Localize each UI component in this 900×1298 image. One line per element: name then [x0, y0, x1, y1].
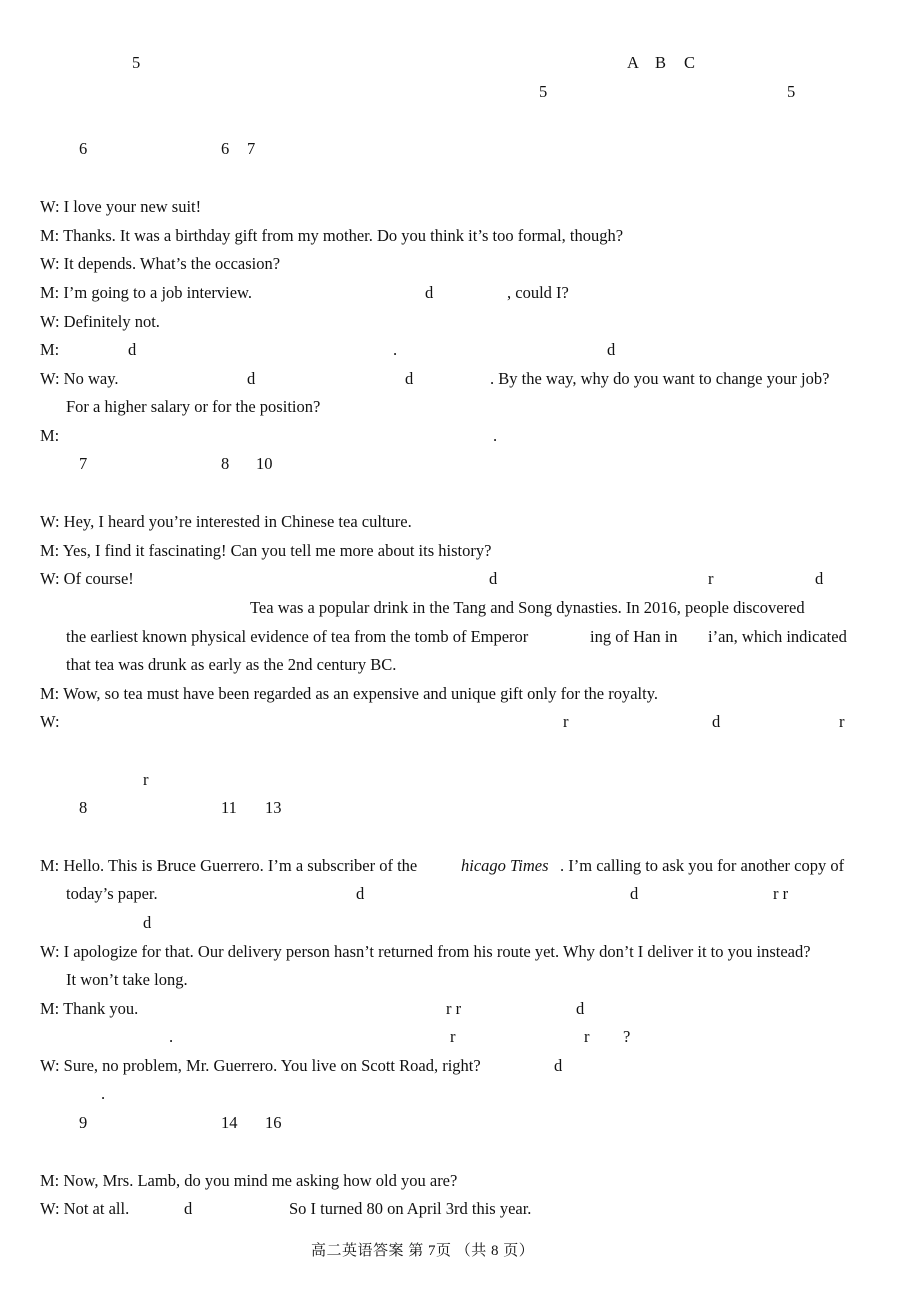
text-fragment: d [554, 1056, 563, 1075]
question-number: 8 [221, 454, 230, 473]
text-fragment: . By the way, why do you want to change your job? [490, 369, 830, 388]
option-a: A [627, 53, 639, 72]
text-fragment: r [450, 1027, 456, 1046]
text-fragment: r [708, 569, 714, 588]
dialogue-line: M: [40, 340, 60, 359]
dialogue-line: W: Hey, I heard you’re interested in Chinese tea culture. [40, 512, 412, 531]
dialogue-line: M: Thanks. It was a birthday gift from my mother. Do you think it’s too formal, though? [40, 226, 624, 245]
question-number: 10 [256, 454, 273, 473]
text-fragment: ing of Han in [590, 627, 678, 646]
dialogue-line: W: Sure, no problem, Mr. Guerrero. You live on Scott Road, right? [40, 1056, 481, 1075]
dialogue-line: It won’t take long. [66, 970, 188, 989]
dialogue-line: W: I love your new suit! [40, 197, 202, 216]
text-fragment: d [815, 569, 824, 588]
text-fragment: d [607, 340, 616, 359]
fragment-5: 5 [539, 82, 548, 101]
dialogue-line: today’s paper. [66, 884, 158, 903]
dialogue-line: W: Of course! [40, 569, 134, 588]
dialogue-line: W: Not at all. [40, 1199, 130, 1218]
section-number: 9 [79, 1113, 88, 1132]
dialogue-line: W: No way. [40, 369, 119, 388]
dialogue-line: M: Yes, I find it fascinating! Can you tell me more about its history? [40, 541, 492, 560]
text-fragment: d [712, 712, 721, 731]
dialogue-line: M: Thank you. [40, 999, 139, 1018]
question-number: 16 [265, 1113, 282, 1132]
text-fragment: d [405, 369, 414, 388]
text-fragment: d [576, 999, 585, 1018]
text-fragment: d [247, 369, 256, 388]
dialogue-line: For a higher salary or for the position? [66, 397, 321, 416]
section-number: 8 [79, 798, 88, 817]
dialogue-line: M: I’m going to a job interview. [40, 283, 253, 302]
dialogue-line: W: It depends. What’s the occasion? [40, 254, 281, 273]
option-c: C [684, 53, 696, 72]
dialogue-line: W: Definitely not. [40, 312, 160, 331]
text-fragment: r r [446, 999, 462, 1018]
dialogue-line: Tea was a popular drink in the Tang and Song dynasties. In 2016, people discovered [250, 598, 805, 617]
question-number: 14 [221, 1113, 238, 1132]
text-fragment: r [839, 712, 845, 731]
text-fragment: r [563, 712, 569, 731]
text-fragment: ? [623, 1027, 631, 1046]
question-number: 7 [247, 139, 256, 158]
newspaper-title: hicago Times [461, 856, 549, 875]
section-number: 7 [79, 454, 88, 473]
dialogue-line: M: Hello. This is Bruce Guerrero. I’m a subscriber of the [40, 856, 418, 875]
question-number: 6 [221, 139, 230, 158]
fragment-5: 5 [132, 53, 141, 72]
text-fragment: d [184, 1199, 193, 1218]
option-b: B [655, 53, 667, 72]
dialogue-line: M: Wow, so tea must have been regarded as an expensive and unique gift only for the royalty. [40, 684, 659, 703]
dialogue-line: . I’m calling to ask you for another copy of [560, 856, 845, 875]
dialogue-line: M: [40, 426, 60, 445]
text-fragment: . [169, 1027, 174, 1046]
dialogue-line: So I turned 80 on April 3rd this year. [289, 1199, 532, 1218]
section-number: 6 [79, 139, 88, 158]
text-fragment: d [630, 884, 639, 903]
dialogue-line: W: I apologize for that. Our delivery person hasn’t returned from his route yet. Why don’t I deliver it to you instead? [40, 942, 811, 961]
text-fragment: , could I? [507, 283, 569, 302]
text-fragment: r [584, 1027, 590, 1046]
text-fragment: d [143, 913, 152, 932]
dialogue-line: that tea was drunk as early as the 2nd century BC. [66, 655, 397, 674]
text-fragment: i’an, which indicated [708, 627, 847, 646]
text-fragment: r [143, 770, 149, 789]
text-fragment: d [356, 884, 365, 903]
page-footer: 高二英语答案 第 7页 （共 8 页） [311, 1243, 535, 1259]
question-number: 13 [265, 798, 282, 817]
question-number: 11 [221, 798, 237, 817]
dialogue-line: W: [40, 712, 60, 731]
text-fragment: . [393, 340, 398, 359]
dialogue-line: the earliest known physical evidence of tea from the tomb of Emperor [66, 627, 529, 646]
dialogue-line: M: Now, Mrs. Lamb, do you mind me asking how old you are? [40, 1171, 458, 1190]
fragment-5: 5 [787, 82, 796, 101]
text-fragment: . [101, 1084, 106, 1103]
text-fragment: r r [773, 884, 789, 903]
text-fragment: d [489, 569, 498, 588]
text-fragment: d [425, 283, 434, 302]
text-fragment: d [128, 340, 137, 359]
text-fragment: . [493, 426, 498, 445]
